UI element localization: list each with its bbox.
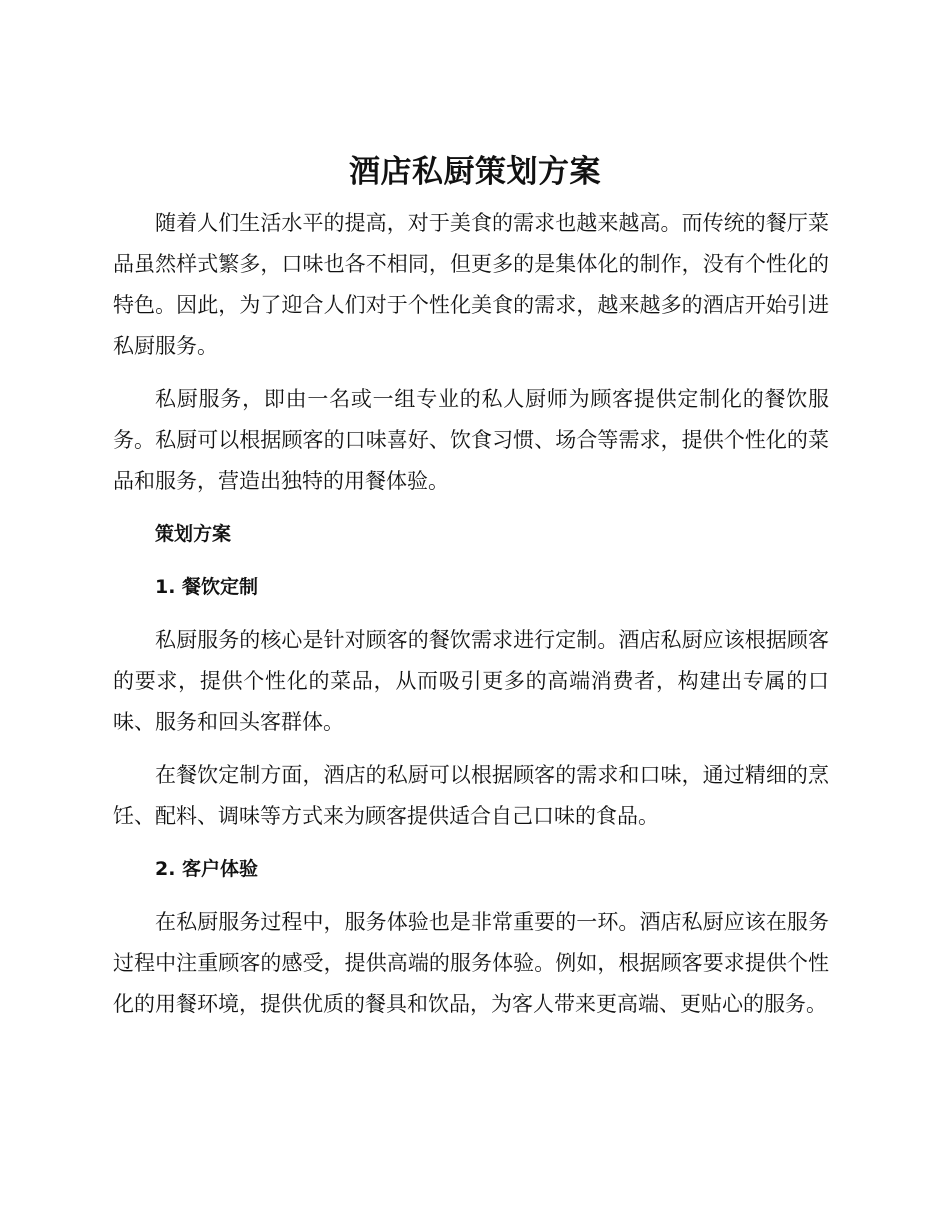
document-title: 酒店私厨策划方案 <box>349 154 601 190</box>
paragraph-definition: 私厨服务，即由一名或一组专业的私人厨师为顾客提供定制化的餐饮服务。私厨可以根据顾客的口味喜好、饮食习惯、场合等需求，提供个性化的菜品和服务，营造出独特的用餐体验。 <box>113 387 829 493</box>
paragraph-catering-custom: 在餐饮定制方面，酒店的私厨可以根据顾客的需求和口味，通过精细的烹饪、配料、调味等方式来为顾客提供适合自己口味的食品。 <box>113 763 829 828</box>
paragraph-intro: 随着人们生活水平的提高，对于美食的需求也越来越高。而传统的餐厅菜品虽然样式繁多，口味也各不相同，但更多的是集体化的制作，没有个性化的特色。因此，为了迎合人们对于个性化美食的需求，越来越多的酒店开始引进私厨服务。 <box>113 211 829 358</box>
section-heading-experience: 2. 客户体验 <box>155 858 259 880</box>
paragraph-experience: 在私厨服务过程中，服务体验也是非常重要的一环。酒店私厨应该在服务过程中注重顾客的感受，提供高端的服务体验。例如，根据顾客要求提供个性化的用餐环境，提供优质的餐具和饮品，为客人带来更高端、更贴心的服务。 <box>113 910 829 1016</box>
document-body <box>113 203 829 1025</box>
paragraph-catering-core: 私厨服务的核心是针对顾客的餐饮需求进行定制。酒店私厨应该根据顾客的要求，提供个性化的菜品，从而吸引更多的高端消费者，构建出专属的口味、服务和回头客群体。 <box>113 628 829 734</box>
section-heading-catering: 1. 餐饮定制 <box>155 576 259 598</box>
section-heading-plan: 策划方案 <box>155 523 232 545</box>
